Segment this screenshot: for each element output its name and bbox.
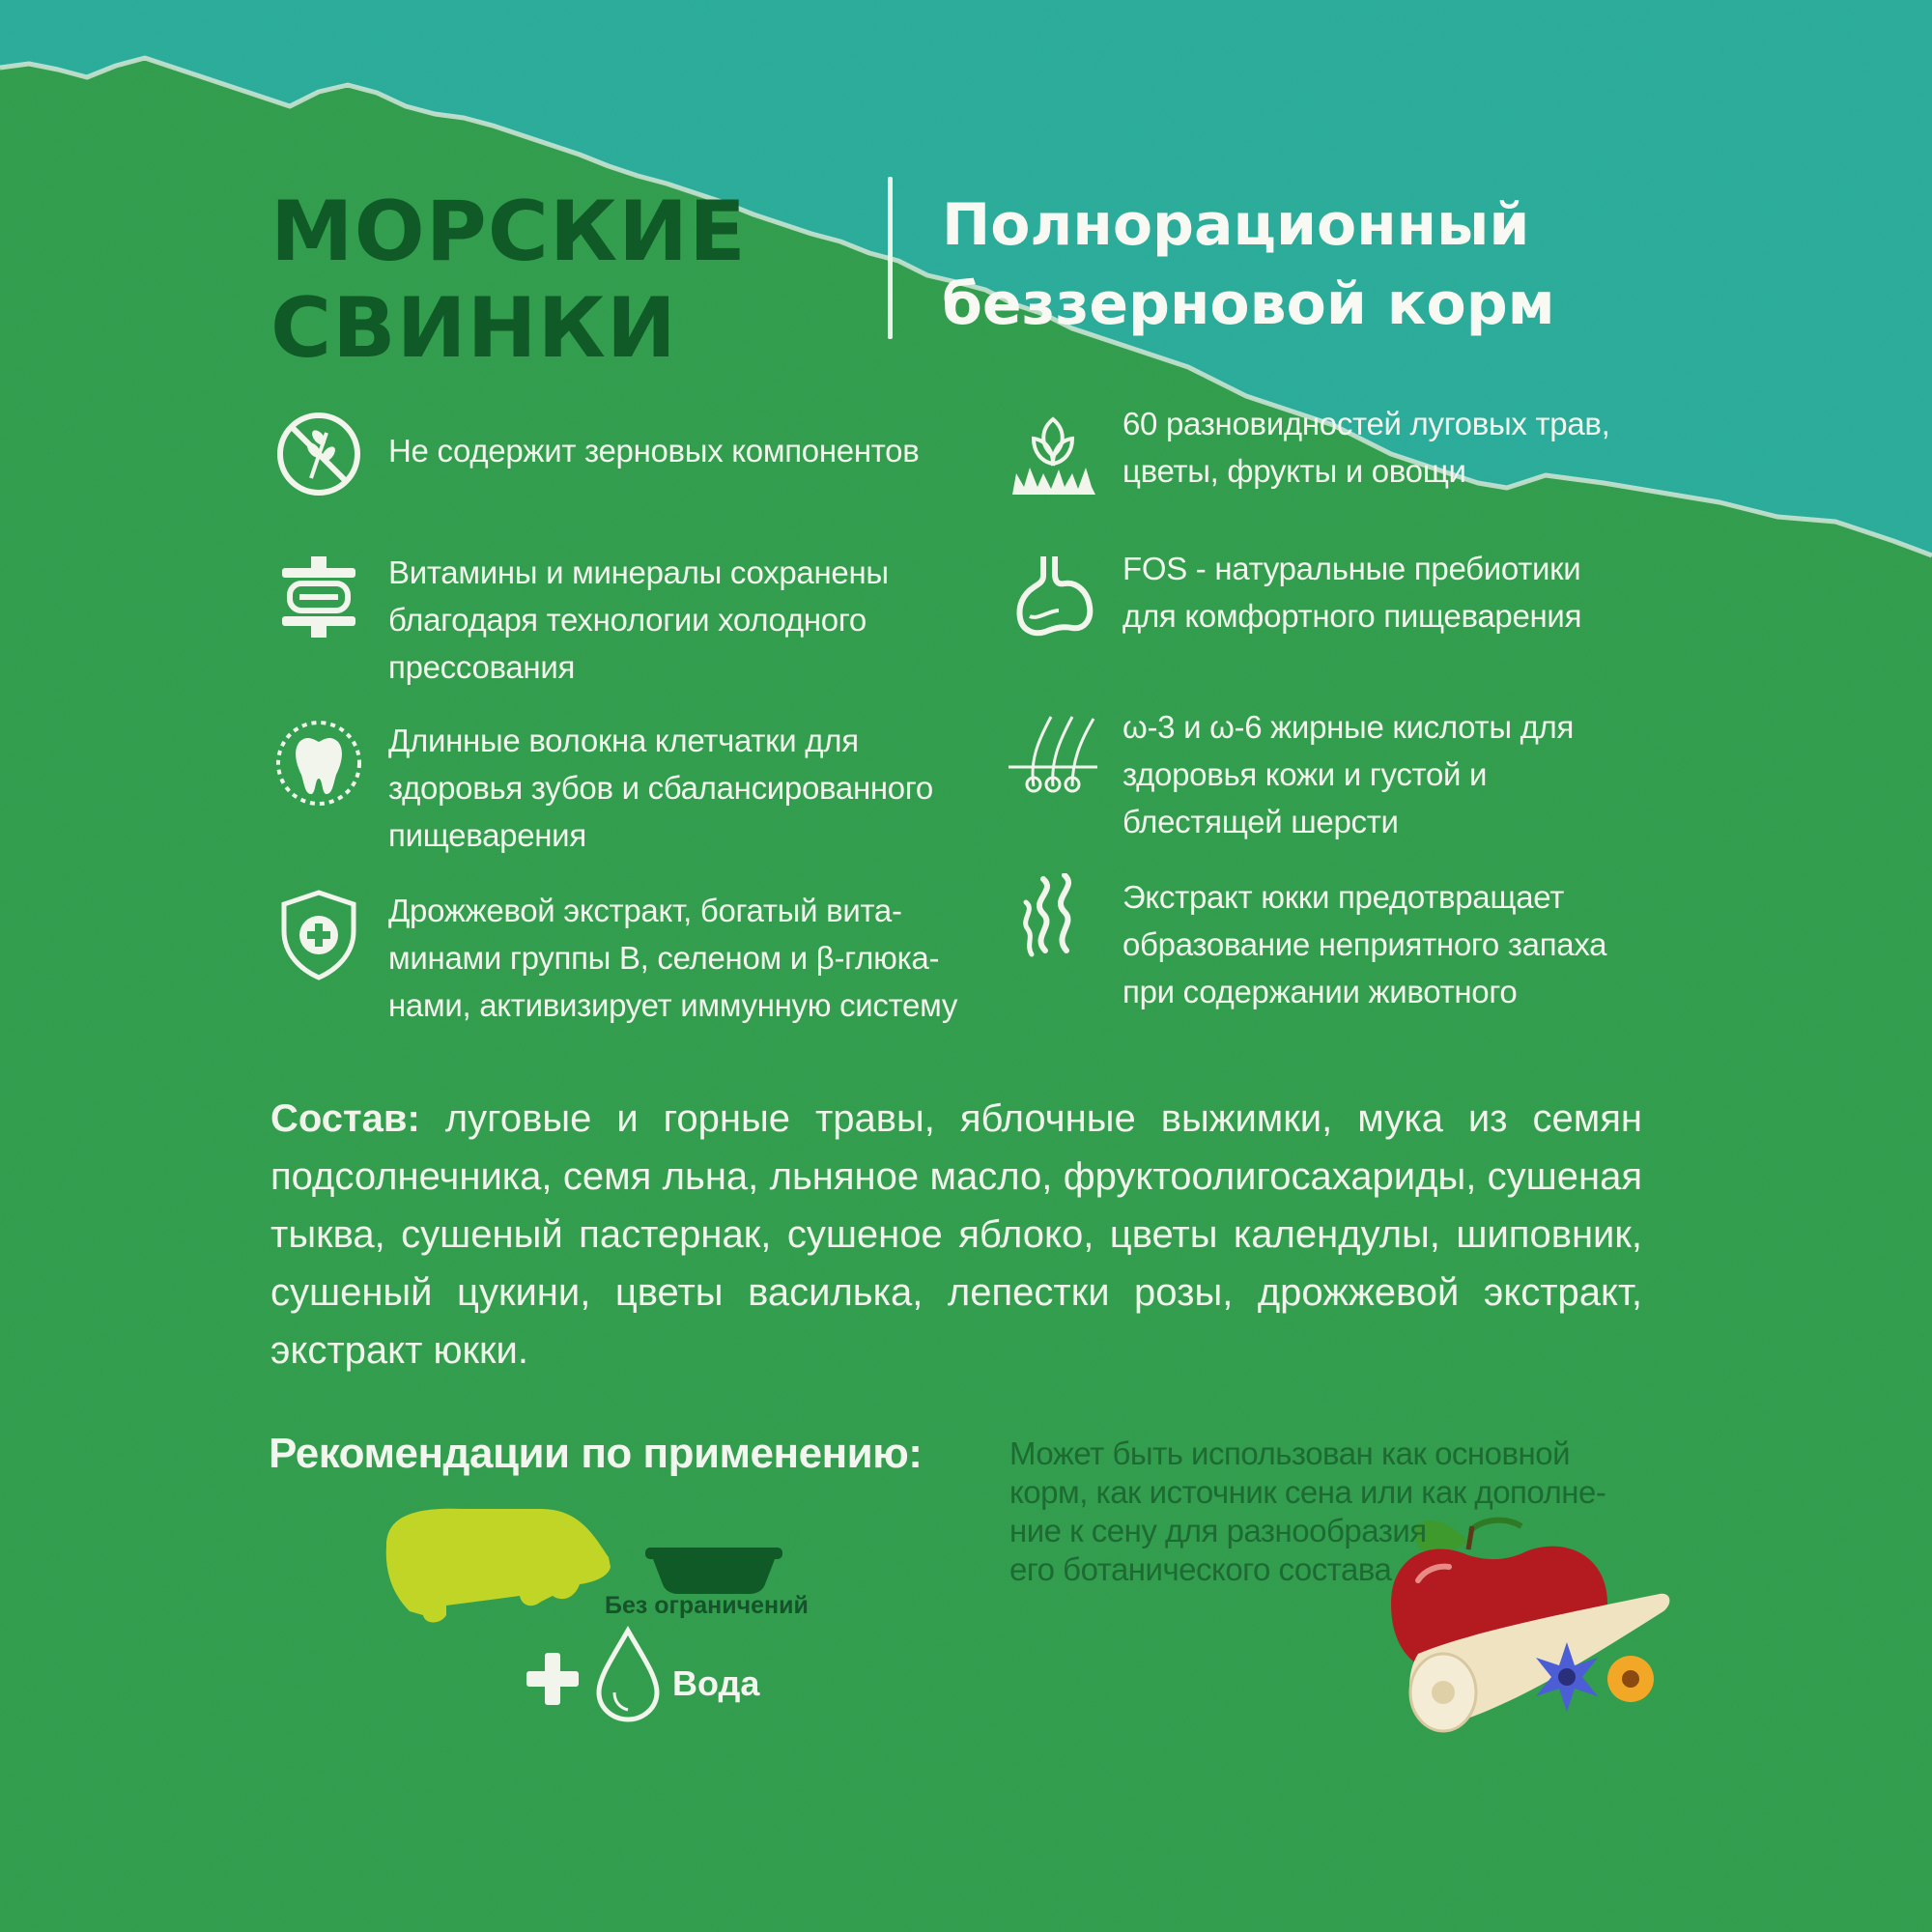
feature-line: Витамины и минералы сохранены <box>388 554 889 590</box>
plus-icon <box>526 1653 579 1705</box>
feature-line: Экстракт юкки предотвращает <box>1122 879 1565 915</box>
feature-line: для комфортного пищеварения <box>1122 598 1582 634</box>
amount-label: Без ограничений <box>605 1592 809 1619</box>
feature-line: Дрожжевой экстракт, богатый вита- <box>388 893 902 928</box>
water-label: Вода <box>672 1663 760 1703</box>
feature-line: нами, активизирует иммунную систему <box>388 987 958 1023</box>
feature-line: блестящей шерсти <box>1122 804 1399 839</box>
feature-line: здоровья зубов и сбалансированного <box>388 770 933 806</box>
feature-line: здоровья кожи и густой и <box>1122 756 1488 792</box>
note-line: корм, как источник сена или как дополне- <box>1009 1474 1606 1510</box>
recommendations-title: Рекомендации по применению: <box>269 1430 923 1477</box>
feature-line: цветы, фрукты и овощи <box>1122 453 1466 489</box>
feature-line: минами группы B, селеном и β-глюка- <box>388 940 940 976</box>
note-line: его ботанического состава <box>1009 1551 1392 1587</box>
brand-line-2: СВИНКИ <box>270 280 677 377</box>
subtitle-line-1: Полнорационный <box>942 191 1530 259</box>
feature-line: благодаря технологии холодного <box>388 602 867 638</box>
feature-line: прессования <box>388 649 576 685</box>
feature-line: образование неприятного запаха <box>1122 926 1607 962</box>
composition-label: Состав: <box>270 1097 420 1140</box>
feature-line: Не содержит зерновых компонентов <box>388 433 920 469</box>
feature-line: 60 разновидностей луговых трав, <box>1122 406 1610 441</box>
note-line: ние к сену для разнообразия <box>1009 1513 1427 1548</box>
water-drop-icon <box>599 1631 657 1719</box>
feeding-bowl-icon <box>645 1548 782 1594</box>
brand-line-1: МОРСКИЕ <box>270 184 747 280</box>
guinea-pig-icon <box>386 1509 611 1623</box>
feature-line: Длинные волокна клетчатки для <box>388 723 859 758</box>
feature-line: при содержании животного <box>1122 974 1518 1009</box>
recommendations-note <box>1009 1435 1605 1589</box>
composition-text: луговые и горные травы, яблочные выжимки, мука из семян подсолнечника, семя льна, льняное масло, фруктоолигосахариды, сушеная тыква, сушеный пастернак, сушеное яблоко, цветы календулы, шиповник, сушеный цукини, цветы василька, лепестки розы, дрожжевой экстракт, экстракт юкки. <box>270 1097 1642 1372</box>
feature-line: ω-3 и ω-6 жирные кислоты для <box>1122 709 1575 745</box>
note-line: Может быть использован как основной <box>1009 1435 1571 1471</box>
feature-line: пищеварения <box>388 817 586 853</box>
feature-line: FOS - натуральные пребиотики <box>1122 551 1581 586</box>
subtitle-line-2: беззерновой корм <box>942 270 1555 338</box>
